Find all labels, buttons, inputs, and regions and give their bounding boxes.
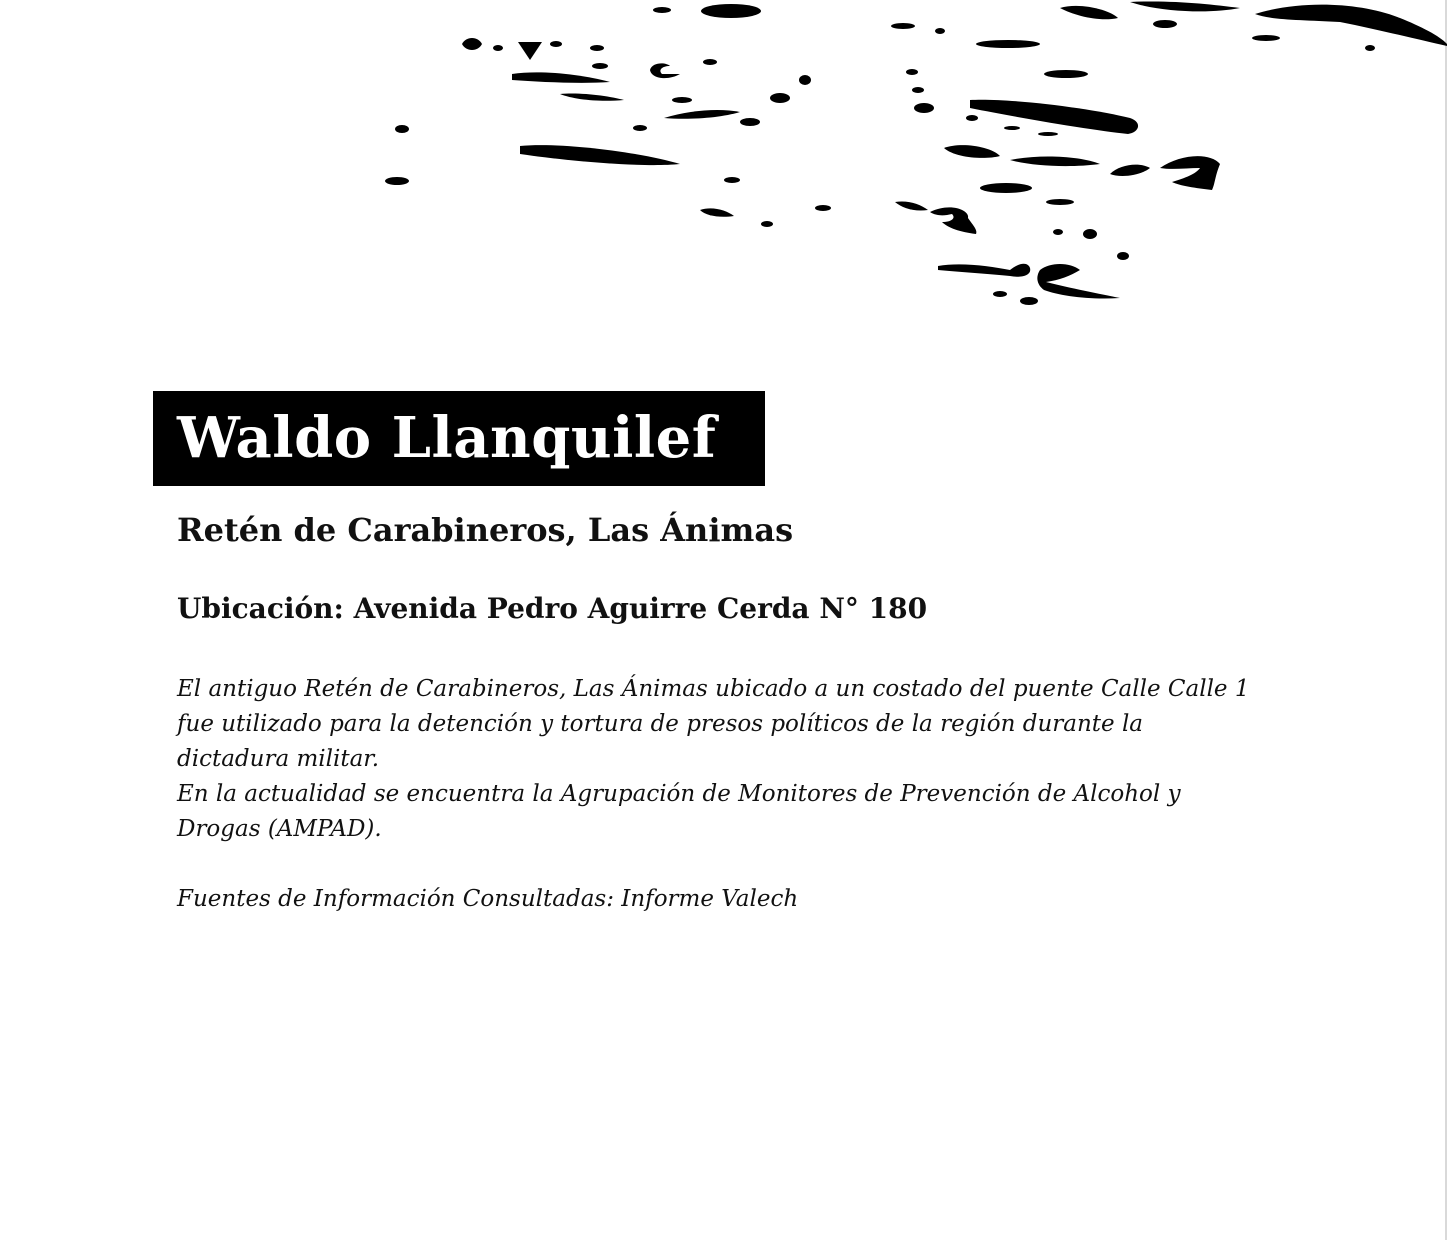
page-title: Waldo Llanquilef <box>177 405 717 471</box>
title-banner <box>153 391 765 486</box>
description-paragraph-current-use: En la actualidad se encuentra la Agrupación de Monitores de Prevención de Alcohol y Drogas (AMPAD). <box>177 781 1181 842</box>
location-heading: Ubicación: Avenida Pedro Aguirre Cerda N° 180 <box>177 592 928 625</box>
site-name-subtitle: Retén de Carabineros, Las Ánimas <box>177 511 794 549</box>
description-paragraph-history: El antiguo Retén de Carabineros, Las Ánimas ubicado a un costado del puente Calle Calle 1 fue utilizado para la detención y tortura de presos políticos de la región durante la dictadura militar. <box>177 676 1250 772</box>
description-block <box>177 672 1257 847</box>
ink-splatter-decoration <box>0 0 1447 320</box>
sources-note: Fuentes de Información Consultadas: Informe Valech <box>177 886 799 912</box>
